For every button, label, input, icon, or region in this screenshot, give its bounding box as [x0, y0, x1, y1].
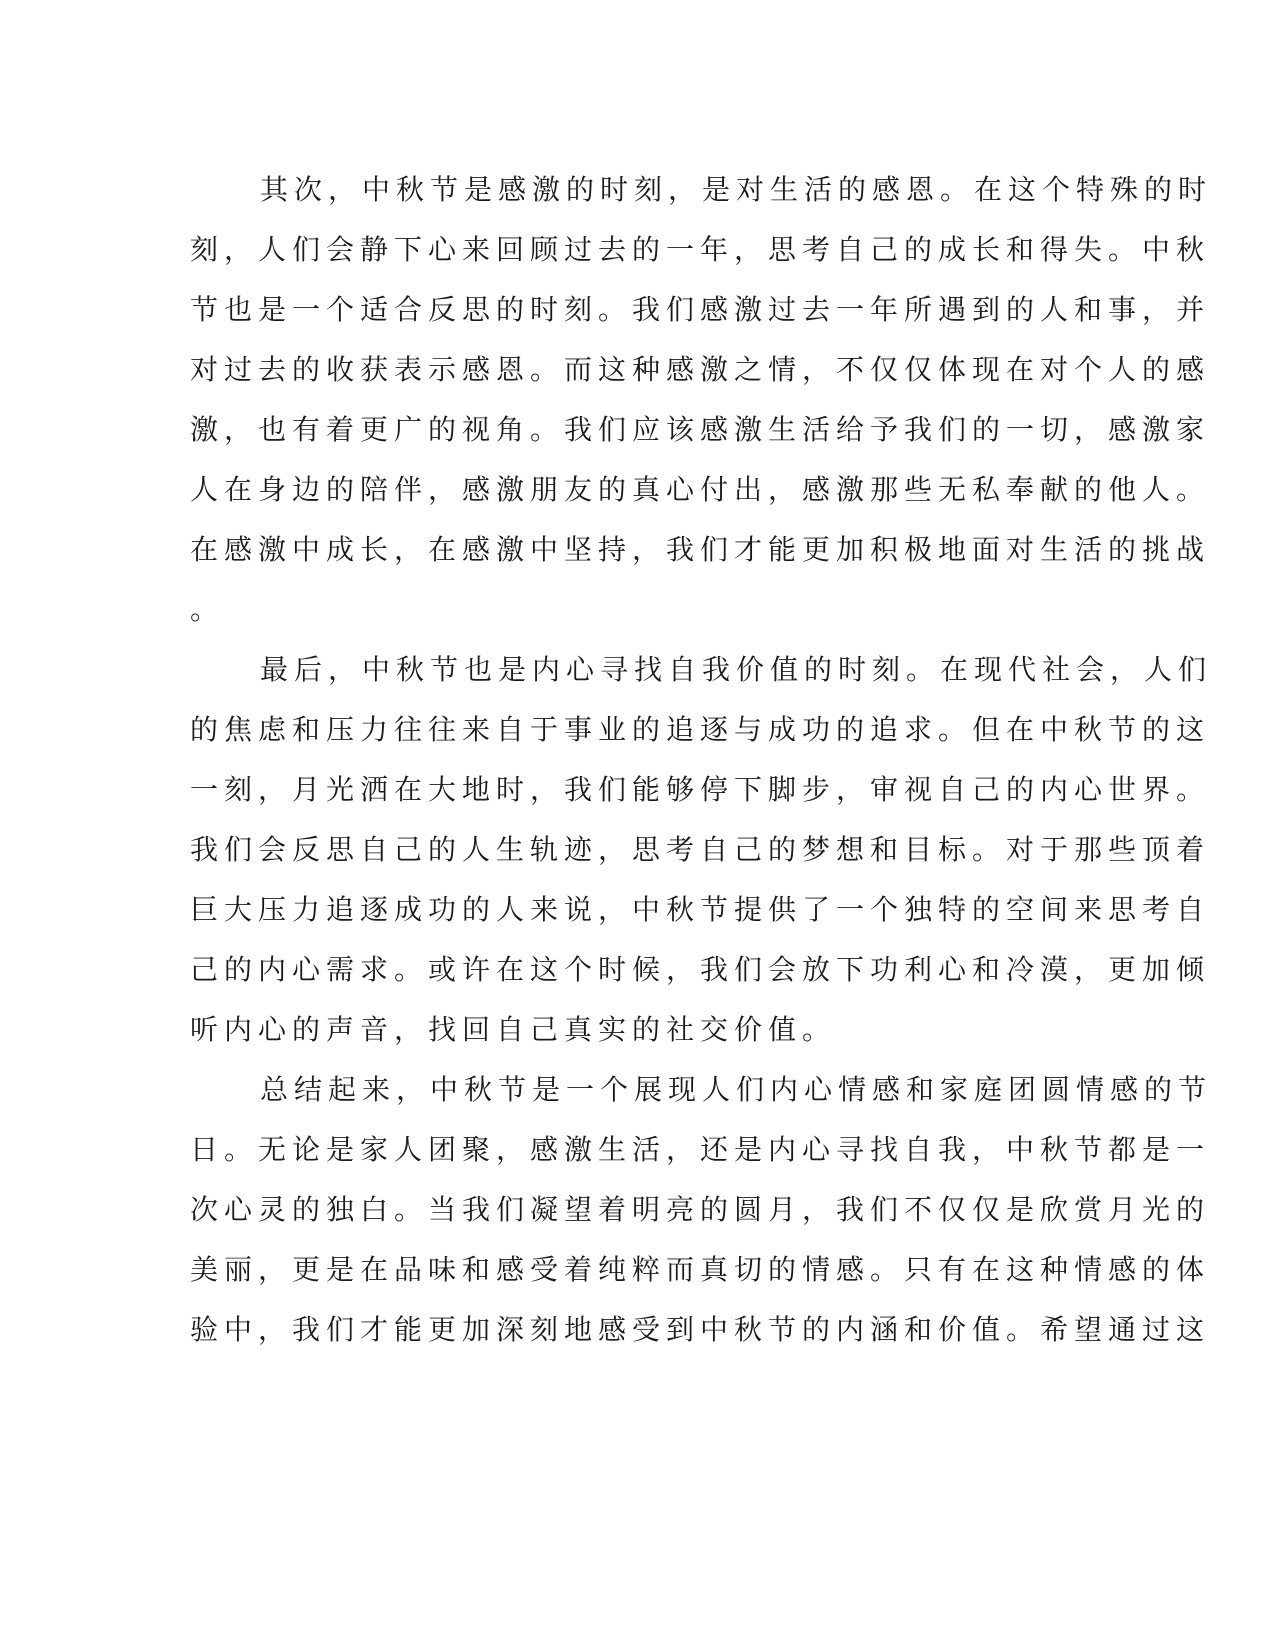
text-line: 一刻，月光洒在大地时，我们能够停下脚步，审视自己的内心世界。 — [190, 773, 1211, 806]
text-line: 最后，中秋节也是内心寻找自我价值的时刻。在现代社会，人们 — [260, 653, 1213, 686]
paragraph-gratitude — [190, 160, 1213, 640]
text-line: 巨大压力追逐成功的人来说，中秋节提供了一个独特的空间来思考自 — [190, 893, 1211, 926]
text-line: 己的内心需求。或许在这个时候，我们会放下功利心和冷漠，更加倾 — [190, 953, 1211, 986]
text-line: 日。无论是家人团聚，感激生活，还是内心寻找自我，中秋节都是一 — [190, 1133, 1211, 1166]
text-line: 听内心的声音，找回自己真实的社交价值。 — [190, 1013, 837, 1046]
text-line: 节也是一个适合反思的时刻。我们感激过去一年所遇到的人和事，并 — [190, 293, 1211, 326]
text-line: 我们会反思自己的人生轨迹，思考自己的梦想和目标。对于那些顶着 — [190, 833, 1211, 866]
text-line: 刻，人们会静下心来回顾过去的一年，思考自己的成长和得失。中秋 — [190, 233, 1211, 266]
text-line: 。 — [190, 593, 225, 626]
document-body — [190, 160, 1213, 1360]
text-line: 激，也有着更广的视角。我们应该感激生活给予我们的一切，感激家 — [190, 413, 1211, 446]
text-line: 美丽，更是在品味和感受着纯粹而真切的情感。只有在这种情感的体 — [190, 1253, 1211, 1286]
text-line: 的焦虑和压力往往来自于事业的追逐与成功的追求。但在中秋节的这 — [190, 713, 1211, 746]
text-line: 次心灵的独白。当我们凝望着明亮的圆月，我们不仅仅是欣赏月光的 — [190, 1193, 1211, 1226]
text-line: 其次，中秋节是感激的时刻，是对生活的感恩。在这个特殊的时 — [260, 173, 1213, 206]
paragraph-conclusion — [190, 1060, 1213, 1360]
text-line: 人在身边的陪伴，感激朋友的真心付出，感激那些无私奉献的他人。 — [190, 473, 1211, 506]
text-line: 对过去的收获表示感恩。而这种感激之情，不仅仅体现在对个人的感 — [190, 353, 1211, 386]
paragraph-self-value — [190, 640, 1213, 1060]
text-line: 在感激中成长，在感激中坚持，我们才能更加积极地面对生活的挑战 — [190, 533, 1211, 566]
text-line: 总结起来，中秋节是一个展现人们内心情感和家庭团圆情感的节 — [260, 1073, 1213, 1106]
text-line: 验中，我们才能更加深刻地感受到中秋节的内涵和价值。希望通过这 — [190, 1313, 1211, 1346]
